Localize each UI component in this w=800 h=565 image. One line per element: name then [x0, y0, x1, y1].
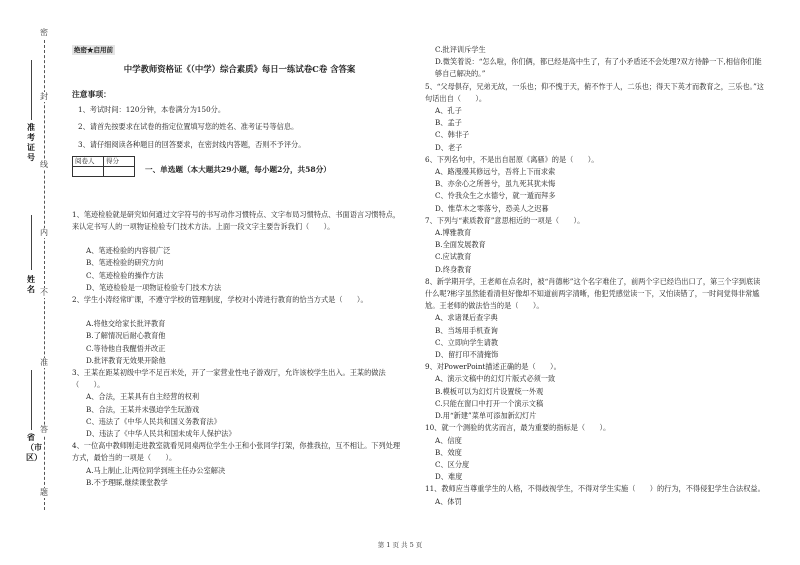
question-option: C.应试教育 [435, 252, 472, 262]
question-option: C、违法了《中华人民共和国义务教育法》 [86, 416, 221, 426]
binding-char: 题 [40, 488, 48, 497]
binding-dashed-line [44, 40, 45, 510]
question-option: A、路漫漫其修远兮，吾将上下而求索 [435, 167, 556, 177]
notice-item: 3、请仔细阅读各种题目的回答要求，在密封线内答题，否则不予评分。 [78, 139, 306, 149]
question-option: B、效度 [435, 447, 462, 457]
question-option: C、怜我众生之水德兮，就一遁而拜多 [435, 191, 556, 201]
left-column [72, 44, 407, 489]
binding-char: 封 [40, 92, 48, 101]
question-option: C、韩非子 [435, 130, 470, 140]
section-title: 一、单选题（本大题共29小题，每小题2分，共58分） [145, 164, 331, 174]
question-option: A、合法，王某具有自主经营的权利 [86, 392, 200, 402]
question-option: A、笔迹检验的内容很广泛 [86, 246, 171, 256]
question-option: B、亦余心之所善兮，虽九死其犹未悔 [435, 179, 556, 189]
notice-item: 1、考试时间：120分钟，本卷满分为150分。 [78, 105, 226, 115]
grader-cell [73, 166, 104, 176]
binding-char: 密 [40, 28, 48, 37]
question-stem: 7、下列与“素质教育”意思相近的一项是（ ）。 [425, 215, 585, 225]
score-cell [104, 166, 135, 176]
question-stem: 8、新学期开学，王老师在点名时，被“肖德彬”这个名字难住了，前两个字已经诌出口了，第三个字到底读什么呢?彬字虽然能看清但好像却不知道前两字清晰，他犯凭感觉读一下，又怕读错了，一时间觉得非常尴尬。王老师的做法恰当的是（ ）。 [425, 276, 761, 311]
page-footer: 第 1 页 共 5 页 [377, 541, 423, 549]
province-line [31, 370, 32, 430]
question-option: C.批评训斥学生 [435, 45, 486, 54]
grader-label: 阅卷人 [73, 156, 104, 166]
exam-number-line [31, 60, 32, 120]
question-option: D.批评教育无效果开除他 [86, 355, 166, 365]
question-stem: 4、一位高中教师刚走进教室就看见同桌两位学生小王和小张同学打架，你推我拉，互不相让。下列处理方式，最恰当的一项是（ ）。 [72, 441, 401, 463]
province-label: 省（市区） [26, 432, 42, 462]
score-row [72, 156, 407, 177]
question-option: B.了解情况后耐心教育他 [86, 331, 166, 341]
question-option: B、孟子 [435, 118, 462, 128]
question-option: D、违法了《中华人民共和国未成年人保护法》 [86, 429, 236, 439]
question-stem: 9、对PowerPoint描述正确的是（ ）。 [425, 362, 561, 372]
binding-char: 线 [40, 160, 48, 169]
name-label: 姓名 [27, 274, 35, 294]
question-option: B、当场用手机查询 [435, 325, 498, 335]
question-option: D、留打印不清掩饰 [435, 350, 499, 360]
question-option: C、立即向学生请教 [435, 337, 499, 347]
question-option: B.不予理睬,继续课堂教学 [86, 477, 168, 487]
secret-badge: 绝密★启用前 [74, 46, 113, 54]
question-option: D、笔迹检验是一项物证检验专门技术方法 [86, 282, 222, 292]
question-option: A、体罚 [435, 496, 462, 506]
question-option: D.微笑着说：“怎么啦，你们俩，都已经是高中生了，有了小矛盾还不会处理?双方待静一下,相信你们能够自己解决的。” [435, 57, 762, 79]
question-option: B.模板可以为幻灯片设置统一外观 [435, 386, 544, 396]
name-line [31, 215, 32, 270]
question-option: D.终身教育 [435, 264, 472, 274]
question-option: B、笔迹检验的研究方向 [86, 258, 164, 268]
question-option: B.全面发展教育 [435, 240, 486, 250]
question-stem: 11、教师应当尊重学生的人格，不得歧视学生，不得对学生实施（ ）的行为，不得侵犯学生合法权益。 [425, 484, 765, 494]
question-option: D、惟草木之零落兮，恐美人之迟暮 [435, 203, 549, 213]
right-column [425, 44, 765, 508]
question-option: C、笔迹检验的操作方法 [86, 270, 164, 280]
question-option: A、演示文稿中的幻灯片版式必须一致 [435, 374, 556, 384]
binding-char: 内 [40, 228, 48, 237]
question-stem: 3、王某在距某初级中学不足百米处，开了一家营业性电子游戏厅，允许该校学生出入。王某的做法（ ）。 [72, 368, 386, 390]
question-stem: 5、“父母俱存，兄弟无故，一乐也；仰不愧于天，俯不怍于人，二乐也；得天下英才而教育之，三乐也。”这句话出自（ ）。 [425, 81, 764, 103]
question-option: C.等待他自我醒悟并改正 [86, 343, 166, 353]
exam-title: 中学教师资格证《（中学）综合素质》每日一练试卷C卷 含答案 [123, 64, 356, 74]
question-option: A.将他交给家长批评教育 [86, 319, 166, 329]
question-stem: 1、笔迹检验就是研究如何通过文字符号的书写动作习惯特点、文字布局习惯特点、书面语言习惯特点，来认定书写人的一项物证检验专门技术方法。上面一段文字主要告诉我们（ ）。 [72, 209, 401, 232]
question-stem: 6、下列名句中，不是出自屈原《离骚》的是（ ）。 [425, 154, 599, 164]
question-option: D、老子 [435, 142, 463, 152]
score-label: 得分 [104, 156, 135, 166]
question-stem: 10、就一个测验的优劣而言，最为重要的指标是（ ）。 [425, 423, 611, 433]
score-table [72, 156, 135, 177]
exam-number-label: 准考证号 [27, 122, 35, 162]
binding-char: 准 [40, 358, 48, 367]
question-option: A、信度 [435, 435, 462, 445]
question-option: A、孔子 [435, 106, 462, 116]
question-option: D.用“新建”菜单可添加新幻灯片 [435, 411, 537, 421]
question-option: A.马上制止,让两位同学到班主任办公室解决 [86, 465, 226, 475]
question-option: D、难度 [435, 472, 463, 482]
notice-item: 2、请首先按要求在试卷的指定位置填写您的姓名、准考证号等信息。 [78, 122, 299, 132]
question-option: A、求诸课后查字典 [435, 313, 498, 323]
question-option: B、合法，王某并未强迫学生玩游戏 [86, 404, 200, 414]
binding-char: 不 [40, 288, 48, 297]
question-option: C、区分度 [435, 459, 470, 469]
question-stem: 2、学生小涛经常旷课，不遵守学校的管理制度，学校对小涛进行教育的恰当方式是（ ）。 [72, 295, 368, 305]
question-option: C.只能在窗口中打开一个演示文稿 [435, 398, 544, 408]
notice-heading: 注意事项： [72, 90, 111, 99]
question-option: A.博雅教育 [435, 228, 472, 238]
binding-char: 答 [40, 425, 48, 434]
